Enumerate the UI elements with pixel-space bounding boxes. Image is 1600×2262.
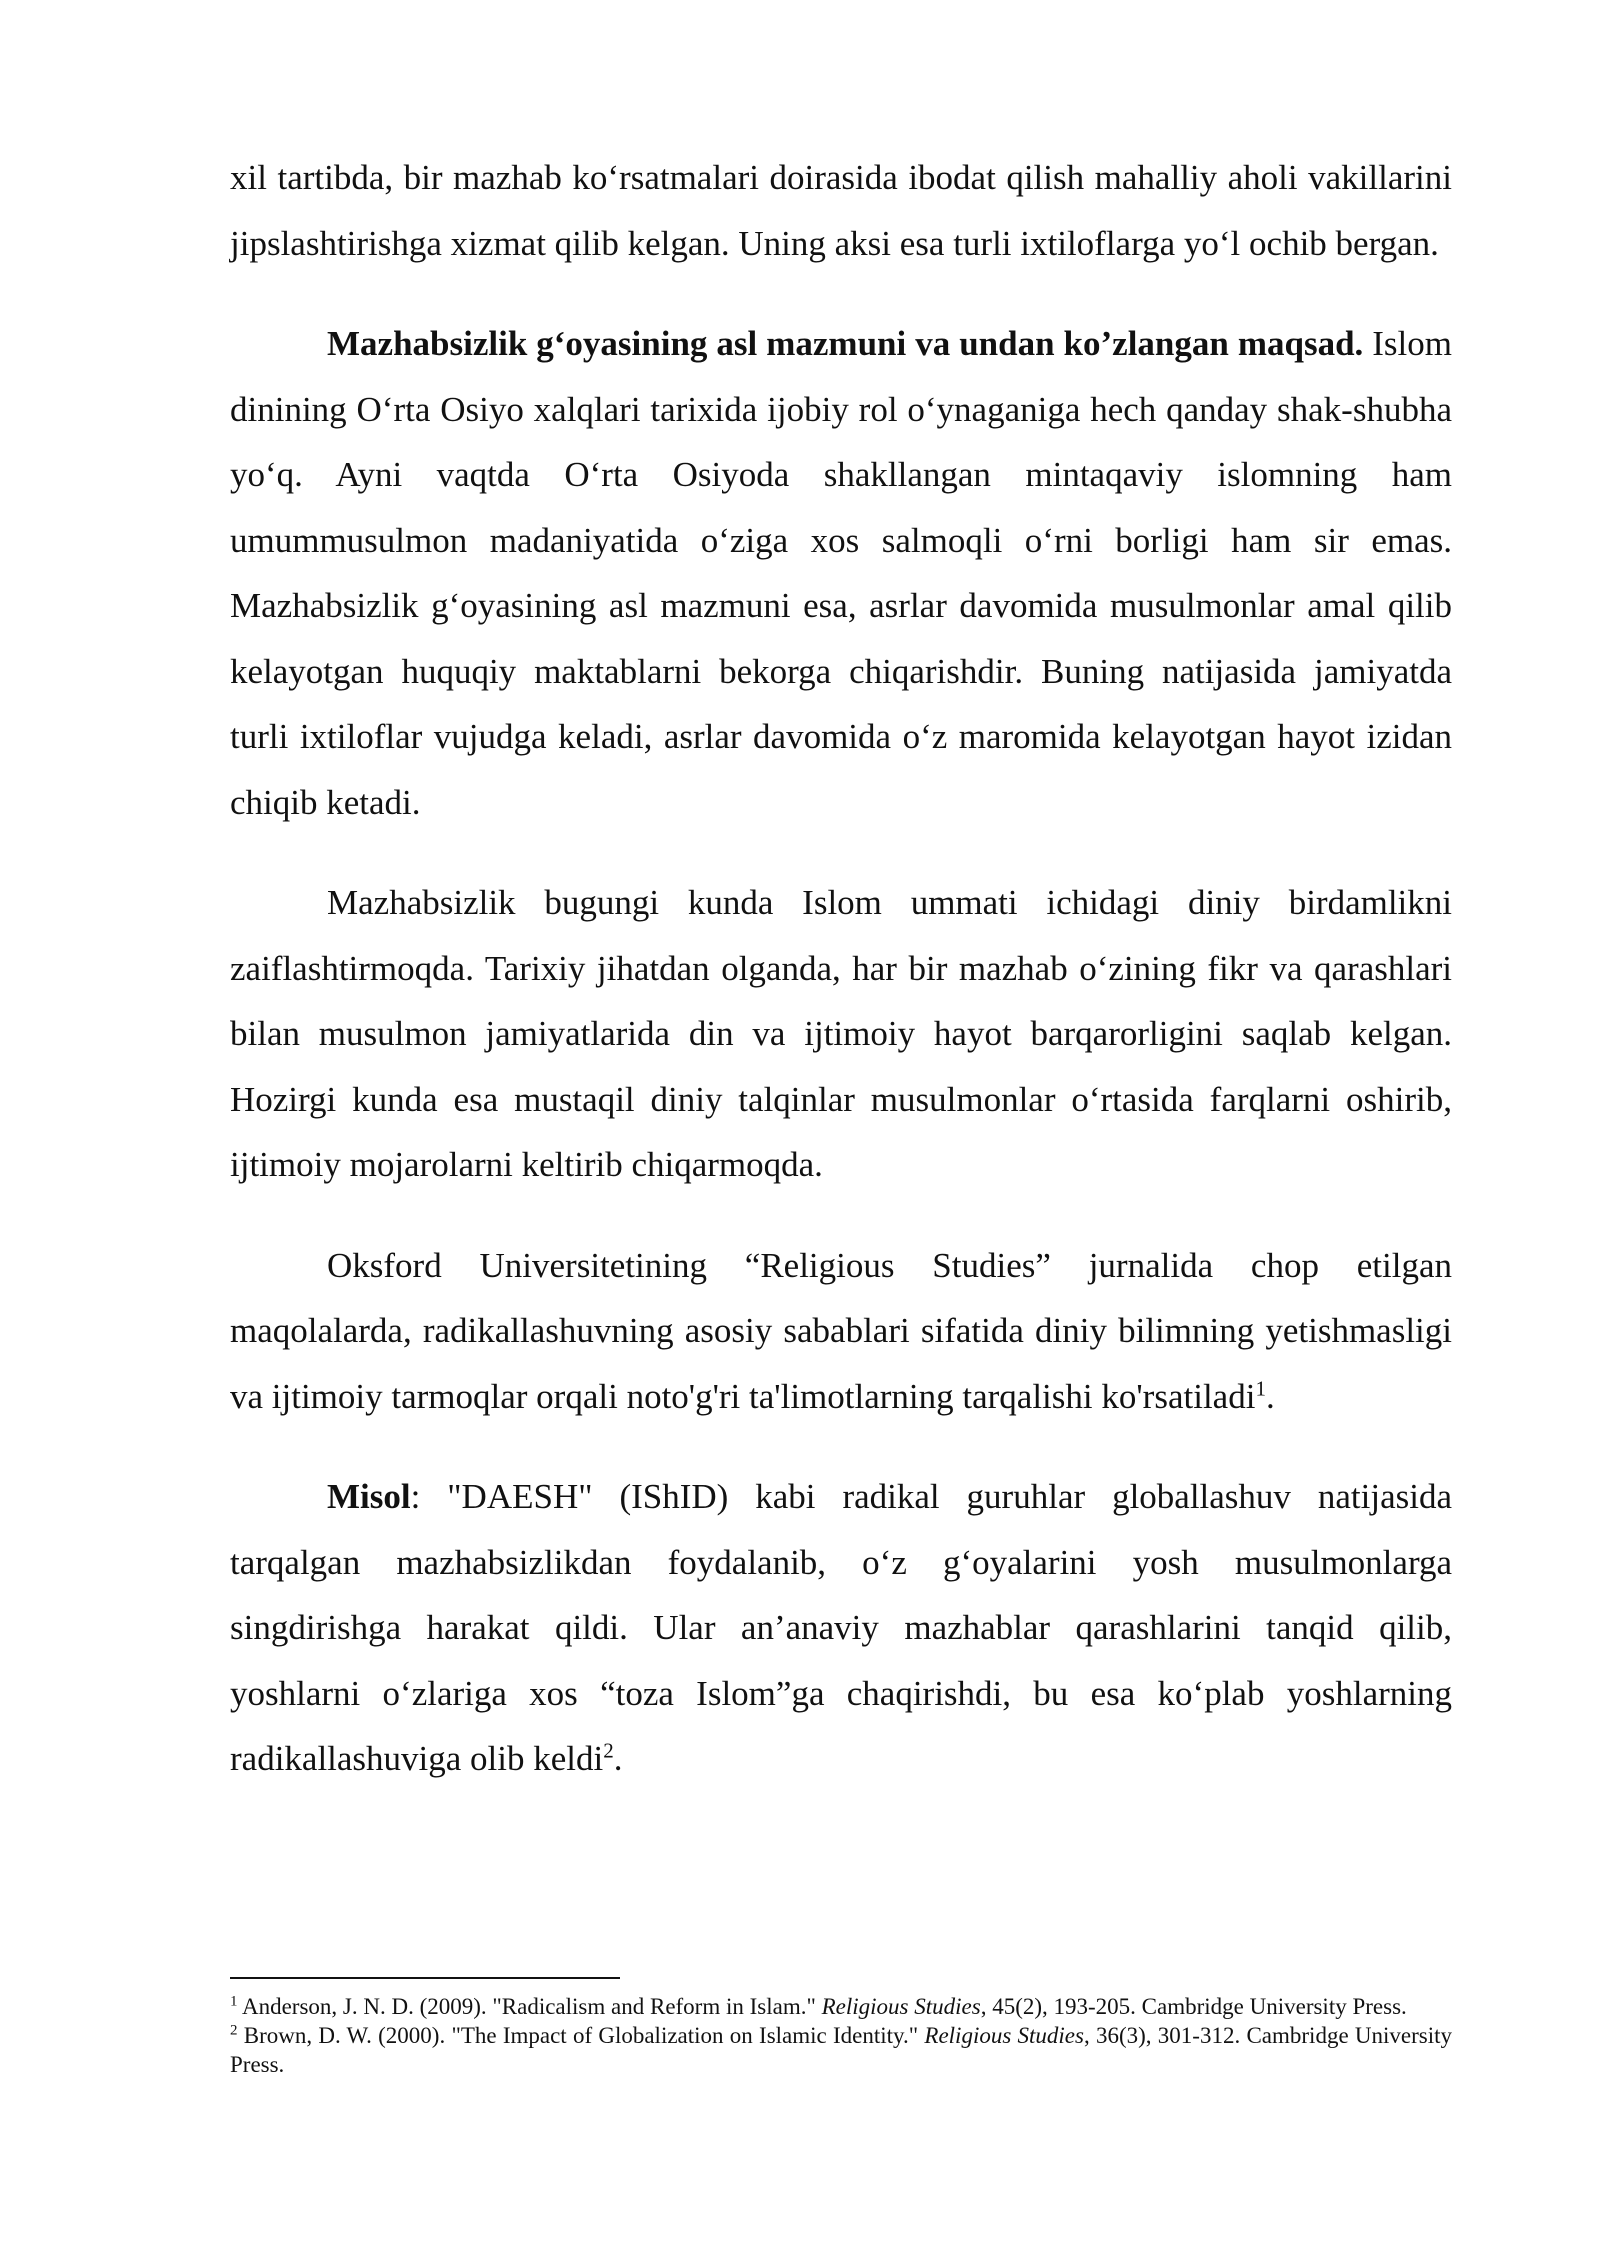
footnote-2 <box>230 2021 1452 2079</box>
footnote-ref-1[interactable]: 1 <box>1255 1375 1266 1400</box>
paragraph-4-end: . <box>1265 1376 1275 1416</box>
example-label: Misol <box>327 1477 411 1516</box>
paragraph-1 <box>230 145 1452 276</box>
paragraph-5 <box>230 1464 1452 1792</box>
paragraph-4-text: Oksford Universitetining “Religious Studies” jurnalida chop etilgan maqolalarda, radikallashuvning asosiy sabablari sifatida diniy bilimning yetishmasligi va ijtimoiy tarmoqlar orqali noto'g'ri ta'limotlarning tarqalishi ko'rsatiladi <box>230 1245 1452 1416</box>
paragraph-5-end: . <box>613 1739 623 1778</box>
footnote-1 <box>230 1992 1452 2021</box>
footnote-ref-2[interactable]: 2 <box>603 1738 614 1763</box>
footnote-number: 2 <box>230 2022 238 2039</box>
paragraph-1-text: xil tartibda, bir mazhab ko‘rsatmalari doirasida ibodat qilish mahalliy aholi vakillarini jipslashtirishga xizmat qilib kelgan. Uning aksi esa turli ixtiloflarga yo‘l ochib bergan. <box>230 158 1452 263</box>
footnote-number: 1 <box>230 1993 238 2010</box>
footnotes <box>230 1992 1452 2079</box>
paragraph-3 <box>230 870 1452 1198</box>
footnote-2-journal: Religious Studies <box>924 2023 1084 2048</box>
footnote-2-details: , 36(3), 301-312. Cambridge University Press. <box>230 2023 1452 2077</box>
footnote-1-citation: Anderson, J. N. D. (2009). "Radicalism and Reform in Islam." <box>237 1994 822 2019</box>
paragraph-3-text: Mazhabsizlik bugungi kunda Islom ummati ichidagi diniy birdamlikni zaiflashtirmoqda. Tarixiy jihatdan olganda, har bir mazhab o‘zining fikr va qarashlari bilan musulmon jamiyatlarida din va ijtimoiy hayot barqarorligini saqlab kelgan. Hozirgi kunda esa mustaqil diniy talqinlar musulmonlar o‘rtasida farqlarni oshirib, ijtimoiy mojarolarni keltirib chiqarmoqda. <box>230 883 1452 1184</box>
paragraph-2-text: Islom dinining O‘rta Osiyo xalqlari tarixida ijobiy rol o‘ynaganiga hech qanday shak-shubha yo‘q. Ayni vaqtda O‘rta Osiyoda shakllangan mintaqaviy islomning ham umummusulmon madaniyatida o‘ziga xos salmoqli o‘rni borligi ham sir emas. Mazhabsizlik g‘oyasining asl mazmuni esa, asrlar davomida musulmonlar amal qilib kelayotgan huquqiy maktablarni bekorga chiqarishdir. Buning natijasida jamiyatda turli ixtiloflar vujudga keladi, asrlar davomida o‘z maromida kelayotgan hayot izidan chiqib ketadi. <box>230 324 1453 822</box>
footnote-2-citation: Brown, D. W. (2000). "The Impact of Globalization on Islamic Identity." <box>237 2023 925 2048</box>
paragraph-2 <box>230 311 1452 835</box>
footnote-1-journal: Religious Studies <box>821 1994 981 2019</box>
main-text <box>230 145 1452 1792</box>
paragraph-5-text: : "DAESH" (IShID) kabi radikal guruhlar globallashuv natijasida tarqalgan mazhabsizlikdan foydalanib, o‘z g‘oyalarini yosh musulmonlarga singdirishga harakat qildi. Ular an’anaviy mazhablar qarashlarini tanqid qilib, yoshlarni o‘zlariga xos “toza Islom”ga chaqirishdi, bu esa ko‘plab yoshlarning radikallashuviga olib keldi <box>230 1477 1452 1778</box>
section-heading: Mazhabsizlik g‘oyasining asl mazmuni va undan ko’zlangan maqsad. <box>327 324 1364 363</box>
paragraph-4 <box>230 1233 1452 1430</box>
footnote-separator <box>230 1977 620 1979</box>
footnote-1-details: , 45(2), 193-205. Cambridge University Press. <box>980 1994 1407 2019</box>
